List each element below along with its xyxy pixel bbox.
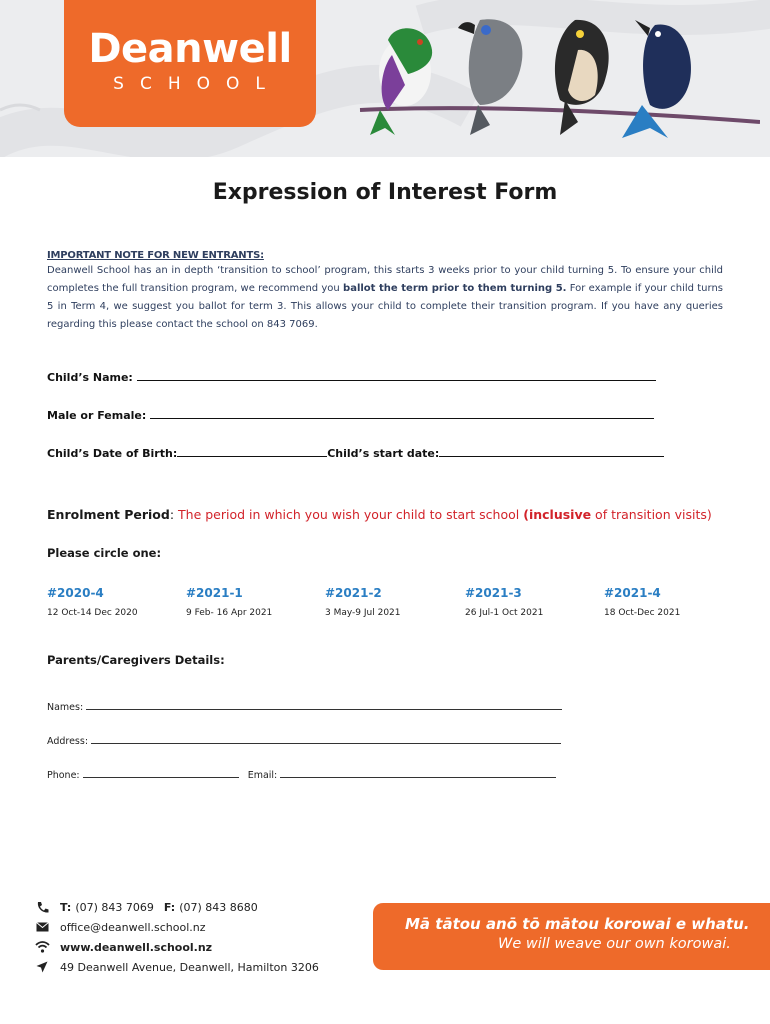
- circle-instruction: Please circle one:: [47, 546, 162, 560]
- phone-label: Phone:: [47, 770, 80, 781]
- contact-address: [34, 960, 319, 974]
- postal-address: 49 Deanwell Avenue, Deanwell, Hamilton 3206: [60, 960, 319, 974]
- enrolment-colon: :: [169, 507, 175, 522]
- phone-line[interactable]: [83, 769, 239, 778]
- fax-f-label: F:: [163, 900, 176, 914]
- location-arrow-icon: [34, 960, 50, 974]
- period-dates: 9 Feb- 16 Apr 2021: [186, 608, 273, 618]
- period-dates: 18 Oct-Dec 2021: [604, 608, 681, 618]
- page-title: Expression of Interest Form: [212, 180, 558, 205]
- karearea-bird-icon: [555, 20, 609, 135]
- phone-t-label: T:: [60, 900, 72, 914]
- child-name-label: Child’s Name:: [47, 371, 133, 384]
- period-dates: 12 Oct-14 Dec 2020: [47, 608, 138, 618]
- period-code[interactable]: #2021-4: [604, 586, 661, 600]
- contact-website: [34, 940, 212, 954]
- page-header: [0, 0, 770, 157]
- period-dates: 3 May-9 Jul 2021: [325, 608, 401, 618]
- dob-line[interactable]: [177, 447, 327, 457]
- address-field[interactable]: [47, 735, 561, 747]
- note-heading: IMPORTANT NOTE FOR NEW ENTRANTS:: [47, 250, 264, 261]
- motto-english: We will weave our own korowai.: [498, 936, 731, 952]
- period-option[interactable]: [465, 586, 543, 618]
- note-bold-text: ballot the term prior to them turning 5.: [343, 283, 567, 294]
- enrolment-period: [47, 507, 712, 522]
- contact-email: [34, 920, 206, 934]
- logo-subtitle: SCHOOL: [113, 74, 281, 94]
- contact-phone: [34, 900, 258, 914]
- school-logo: [64, 0, 316, 127]
- child-name-field[interactable]: [47, 371, 656, 384]
- birds-illustration: [350, 10, 760, 140]
- address-label: Address:: [47, 736, 89, 747]
- enrolment-description-end: of transition visits): [591, 507, 712, 522]
- motto-banner: [373, 903, 770, 970]
- start-date-line[interactable]: [439, 447, 664, 457]
- note-text: Deanwell School has an in depth ‘transition to school’ program, this starts 3 weeks prior to your child turning 5. To ensure your child completes the full transition program, we recommend you: [47, 265, 723, 294]
- gender-label: Male or Female:: [47, 409, 147, 422]
- enrolment-label: Enrolment Period: [47, 507, 170, 522]
- important-note: [47, 250, 723, 334]
- dob-label: Child’s Date of Birth:: [47, 447, 178, 460]
- kokako-bird-icon: [458, 19, 522, 135]
- email-line[interactable]: [280, 769, 556, 778]
- website-link[interactable]: www.deanwell.school.nz: [60, 940, 213, 954]
- tui-bird-icon: [622, 20, 691, 138]
- period-option[interactable]: [325, 586, 401, 618]
- phone-icon: [34, 900, 50, 914]
- period-option[interactable]: [186, 586, 272, 618]
- period-dates: 26 Jul-1 Oct 2021: [465, 608, 544, 618]
- email-address[interactable]: office@deanwell.school.nz: [60, 920, 206, 934]
- kereru-bird-icon: [370, 28, 432, 135]
- parents-heading: Parents/Caregivers Details:: [47, 653, 225, 667]
- start-date-label: Child’s start date:: [327, 447, 440, 460]
- gender-line[interactable]: [150, 409, 654, 419]
- phone-number: (07) 843 7069: [75, 900, 154, 914]
- wifi-icon: [34, 940, 50, 954]
- logo-name: Deanwell: [88, 26, 292, 72]
- parent-names-field[interactable]: [47, 701, 562, 713]
- phone-email-field[interactable]: [47, 769, 556, 781]
- period-code[interactable]: #2021-2: [325, 586, 382, 600]
- gender-field[interactable]: [47, 409, 654, 422]
- note-body: [47, 262, 723, 334]
- enrolment-bold: (inclusive: [523, 507, 592, 522]
- email-label: Email:: [247, 770, 278, 781]
- period-code[interactable]: #2020-4: [47, 586, 104, 600]
- period-option[interactable]: [604, 586, 680, 618]
- child-name-line[interactable]: [137, 371, 656, 381]
- dob-start-field[interactable]: [47, 447, 664, 460]
- motto-maori: Mā tātou anō tō mātou korowai e whatu.: [405, 915, 750, 933]
- enrolment-description: The period in which you wish your child to start school: [174, 507, 524, 522]
- note-text-continued: For example if your child turns 5 in Term 4, we suggest you ballot for term 3. This allows your child to complete their transition program. If you have any queries regarding this please contact the school on 843 7069.: [47, 283, 723, 330]
- period-code[interactable]: #2021-3: [465, 586, 522, 600]
- address-line[interactable]: [91, 735, 561, 744]
- envelope-icon: [34, 920, 50, 934]
- period-code[interactable]: #2021-1: [186, 586, 243, 600]
- parent-names-line[interactable]: [86, 701, 562, 710]
- fax-number: (07) 843 8680: [179, 900, 258, 914]
- parent-names-label: Names:: [47, 702, 84, 713]
- period-option[interactable]: [47, 586, 138, 618]
